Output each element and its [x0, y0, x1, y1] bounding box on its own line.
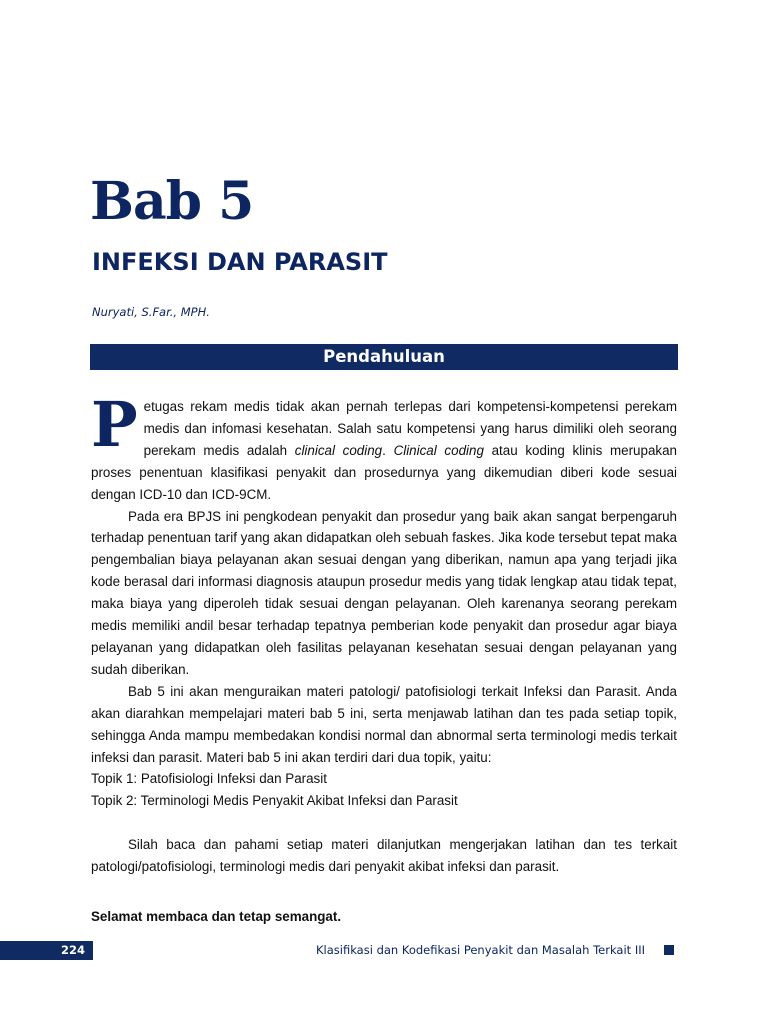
author-name: Nuryati, S.Far., MPH. — [92, 305, 210, 319]
intro-text-a: etugas rekam medis tidak akan pernah terlepas dari kompetensi-kompetensi perekam medis dan infomasi kesehatan. Salah satu kompetensi yang harus dimiliki oleh seorang perekam medis adalah — [143, 399, 677, 458]
paragraph-overview: Bab 5 ini akan menguraikan materi patologi/ patofisiologi terkait Infeksi dan Parasit. Anda akan diarahkan mempelajari materi bab 5 ini, serta menjawab latihan dan tes pada setiap topik, sehingga Anda mampu membedakan kondisi normal dan abnormal serta terminologi medis terkait infeksi dan parasit. Materi bab 5 ini akan terdiri dari dua topik, yaitu: — [91, 683, 677, 765]
closing-line: Selamat membaca dan tetap semangat. — [91, 909, 342, 925]
intro-text-b: . — [382, 442, 394, 458]
topic-1: Topik 1: Patofisiologi Infeksi dan Parasit — [91, 771, 327, 787]
paragraph-intro — [91, 388, 677, 506]
intro-term-2: Clinical coding — [393, 442, 484, 458]
drop-cap: P — [91, 388, 138, 461]
chapter-title: INFEKSI DAN PARASIT — [92, 248, 388, 276]
chapter-number: Bab 5 — [90, 171, 254, 232]
topic-2: Topik 2: Terminologi Medis Penyakit Akibat Infeksi dan Parasit — [91, 793, 458, 809]
paragraph-instructions: Silah baca dan pahami setiap materi dilanjutkan mengerjakan latihan dan tes terkait patologi/patofisiologi, terminologi medis dari penyakit akibat infeksi dan parasit. — [91, 837, 677, 875]
page-number: 224 — [0, 941, 93, 960]
body-text — [91, 388, 677, 928]
intro-term-1: clinical coding — [294, 442, 383, 458]
intro-text-c: atau koding klinis merupakan proses penentuan klasifikasi penyakit dan prosedurnya yang dikemudian diberi kode sesuai dengan ICD-10 dan ICD-9CM. — [91, 442, 677, 502]
paragraph-bpjs: Pada era BPJS ini pengkodean penyakit dan prosedur yang baik akan sangat berpengaruh terhadap penentuan tarif yang akan didapatkan oleh sebuah faskes. Jika kode tersebut tepat maka pengembalian biaya pelayanan akan sesuai dengan yang diberikan, namun apa yang terjadi jika kode berasal dari informasi diagnosis ataupun prosedur medis yang tidak lengkap atau tidak tepat, maka biaya yang diperoleh tidak sesuai dengan pelayanan. Oleh karenanya seorang perekam medis memiliki andil besar terhadap tepatnya pemberian kode penyakit dan prosedur agar biaya pelayanan yang didapatkan oleh fasilitas pelayanan kesehatan sesuai dengan pelayanan yang sudah diberikan. — [91, 508, 677, 677]
paragraph-spacer — [91, 812, 677, 834]
footer-square-marker — [664, 945, 674, 955]
section-heading: Pendahuluan — [90, 344, 678, 370]
footer-book-title: Klasifikasi dan Kodefikasi Penyakit dan Masalah Terkait III — [316, 943, 645, 957]
paragraph-spacer — [91, 878, 677, 900]
